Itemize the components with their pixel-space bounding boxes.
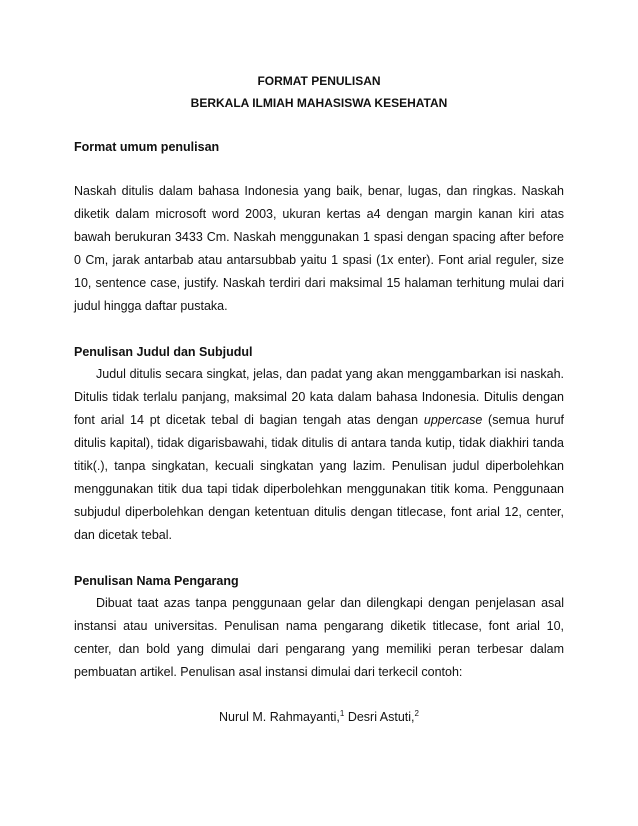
body-text-part-2: (semua huruf ditulis kapital), tidak digarisbawahi, tidak ditulis di antara tanda kutip, tidak diakhiri tanda titik(.), tanpa singkatan, kecuali singkatan yang lazim. Penulisan judul diperbolehkan menggunakan titik dua tapi tidak diperbolehkan menggunakan titik koma. Penggunaan subjudul diperbolehkan dengan ketentuan ditulis dengan titlecase, font arial 12, center, dan dicetak tebal. xyxy=(74,413,564,542)
section-heading-judul-subjudul: Penulisan Judul dan Subjudul xyxy=(74,345,253,359)
section-heading-nama-pengarang: Penulisan Nama Pengarang xyxy=(74,574,239,588)
section-body-nama-pengarang: Dibuat taat azas tanpa penggunaan gelar dan dilengkapi dengan penjelasan asal instansi atau universitas. Penulisan nama pengarang diketik titlecase, font arial 10, center, dan bold yang dimulai dari pengarang yang memiliki peran terbesar dalam pembuatan artikel. Penulisan asal instansi dimulai dari terkecil contoh: xyxy=(74,596,564,679)
document-title-line-2: BERKALA ILMIAH MAHASISWA KESEHATAN xyxy=(190,96,448,110)
body-text-part-1: Judul ditulis secara singkat, jelas, dan padat yang akan menggambarkan isi naskah. Ditulis tidak terlalu panjang, maksimal 20 kata dalam bahasa Indonesia. Ditulis dengan font arial 14 pt dicetak tebal di bagian tengah atas dengan xyxy=(74,367,564,427)
section-heading-format-umum: Format umum penulisan xyxy=(74,140,220,154)
document-title-line-1: FORMAT PENULISAN xyxy=(257,74,381,88)
author-2-affiliation-number: 2 xyxy=(414,709,419,718)
author-1-affiliation-number: 1 xyxy=(339,709,345,718)
author-1-name: Nurul M. Rahmayanti, xyxy=(219,710,340,724)
author-2-name: Desri Astuti, xyxy=(344,710,415,724)
section-body-judul-subjudul xyxy=(74,363,564,547)
example-author-line xyxy=(74,706,564,728)
body-text-emphasis: uppercase xyxy=(423,413,483,427)
section-body-format-umum: Naskah ditulis dalam bahasa Indonesia yang baik, benar, lugas, dan ringkas. Naskah diketik dalam microsoft word 2003, ukuran kertas a4 dengan margin kanan kiri atas bawah berukuran 3433 Cm. Naskah menggunakan 1 spasi dengan spacing after before 0 Cm, jarak antarbab atau antarsubbab yaitu 1 spasi (1x enter). Font arial reguler, size 10, sentence case, justify. Naskah terdiri dari maksimal 15 halaman terhitung mulai dari judul hingga daftar pustaka. xyxy=(74,184,564,313)
